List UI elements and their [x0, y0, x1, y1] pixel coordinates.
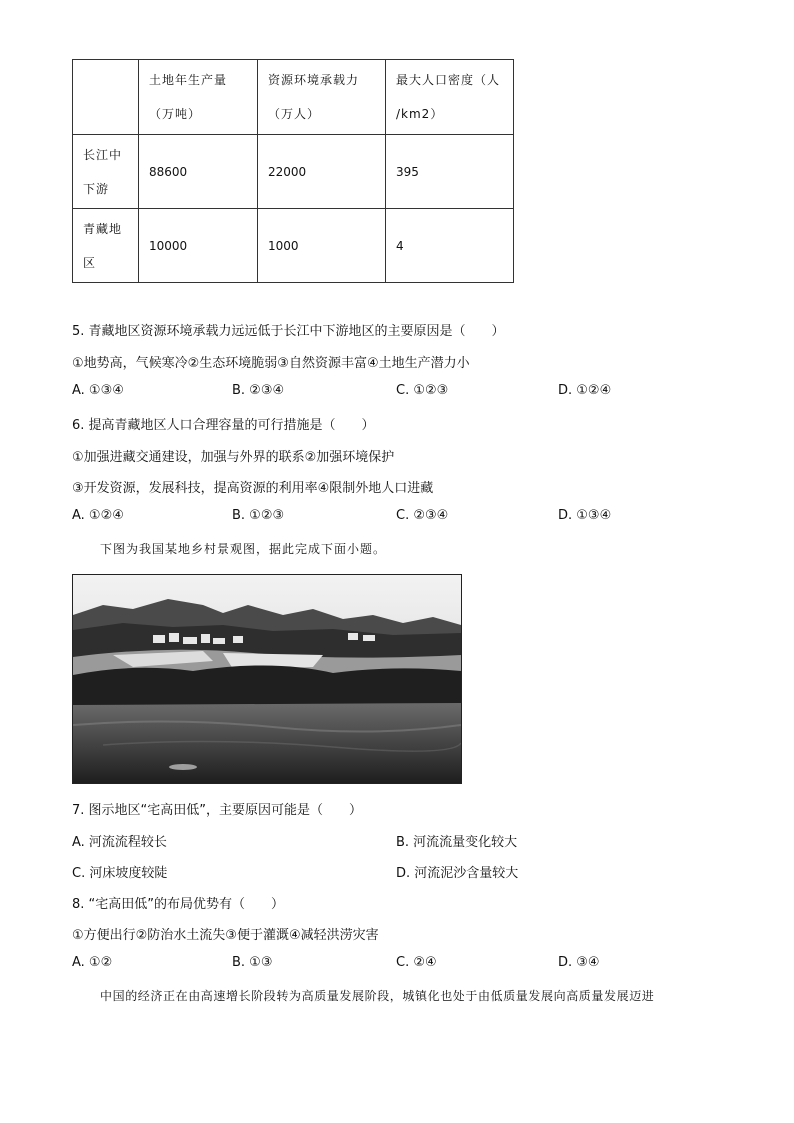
q6-option-d[interactable]: D. ①③④	[558, 508, 612, 523]
table-header-row	[73, 60, 514, 135]
table-row	[73, 135, 514, 209]
value-cell: 22000	[258, 135, 386, 209]
q7-option-b[interactable]: B. 河流流量变化较大	[396, 835, 518, 850]
q5-option-c[interactable]: C. ①②③	[396, 383, 449, 398]
q8-stem: 8. “宅高田低”的布局优势有（ ）	[72, 897, 285, 912]
q6-option-b[interactable]: B. ①②③	[232, 508, 285, 523]
region-cell	[73, 135, 139, 209]
region-text: 青藏地	[83, 221, 123, 236]
header-text: （万人）	[268, 107, 321, 121]
q6-stem: 6. 提高青藏地区人口合理容量的可行措施是（ ）	[72, 418, 375, 433]
table-row	[73, 209, 514, 283]
q6-items-1: ①加强进藏交通建设，加强与外界的联系②加强环境保护	[72, 450, 395, 465]
header-text: /km2）	[396, 107, 444, 121]
q8-option-c[interactable]: C. ②④	[396, 955, 437, 970]
q5-stem: 5. 青藏地区资源环境承载力远远低于长江中下游地区的主要原因是（ ）	[72, 324, 505, 339]
q5-items: ①地势高，气候寒冷②生态环境脆弱③自然资源丰富④土地生产潜力小	[72, 356, 470, 371]
q8-option-d[interactable]: D. ③④	[558, 955, 600, 970]
region-data-table	[72, 59, 514, 283]
region-cell	[73, 209, 139, 283]
region-text: 长江中	[83, 147, 123, 162]
table-corner-cell	[73, 60, 139, 135]
region-text: 区	[83, 255, 97, 270]
q7-option-a[interactable]: A. 河流流程较长	[72, 835, 167, 850]
q6-option-a[interactable]: A. ①②④	[72, 508, 124, 523]
header-land-production	[139, 60, 258, 135]
q5-option-a[interactable]: A. ①③④	[72, 383, 124, 398]
header-text: （万吨）	[149, 107, 202, 121]
header-text: 土地年生产量	[149, 73, 228, 87]
q6-items-2: ③开发资源，发展科技，提高资源的利用率④限制外地人口进藏	[72, 481, 434, 496]
q6-option-c[interactable]: C. ②③④	[396, 508, 449, 523]
q8-option-a[interactable]: A. ①②	[72, 955, 113, 970]
value-cell: 1000	[258, 209, 386, 283]
q8-items: ①方便出行②防治水土流失③便于灌溉④减轻洪涝灾害	[72, 928, 379, 943]
q8-option-b[interactable]: B. ①③	[232, 955, 273, 970]
header-text: 资源环境承载力	[268, 73, 360, 87]
landscape-illustration	[73, 575, 461, 783]
value-cell: 10000	[139, 209, 258, 283]
q7-option-d[interactable]: D. 河流泥沙含量较大	[396, 866, 519, 881]
rural-landscape-photo	[72, 574, 462, 784]
closing-paragraph: 中国的经济正在由高速增长阶段转为高质量发展阶段，城镇化也处于由低质量发展向高质量发展迈进	[100, 989, 655, 1003]
value-cell: 395	[386, 135, 514, 209]
q5-option-d[interactable]: D. ①②④	[558, 383, 612, 398]
value-cell: 88600	[139, 135, 258, 209]
region-text: 下游	[83, 181, 110, 196]
photo-intro: 下图为我国某地乡村景观图，据此完成下面小题。	[100, 542, 387, 556]
q5-option-b[interactable]: B. ②③④	[232, 383, 285, 398]
header-carrying-capacity	[258, 60, 386, 135]
q7-stem: 7. 图示地区“宅高田低”，主要原因可能是（ ）	[72, 803, 363, 818]
value-cell: 4	[386, 209, 514, 283]
q7-option-c[interactable]: C. 河床坡度较陡	[72, 866, 168, 881]
header-text: 最大人口密度（人	[396, 73, 501, 87]
header-max-density	[386, 60, 514, 135]
